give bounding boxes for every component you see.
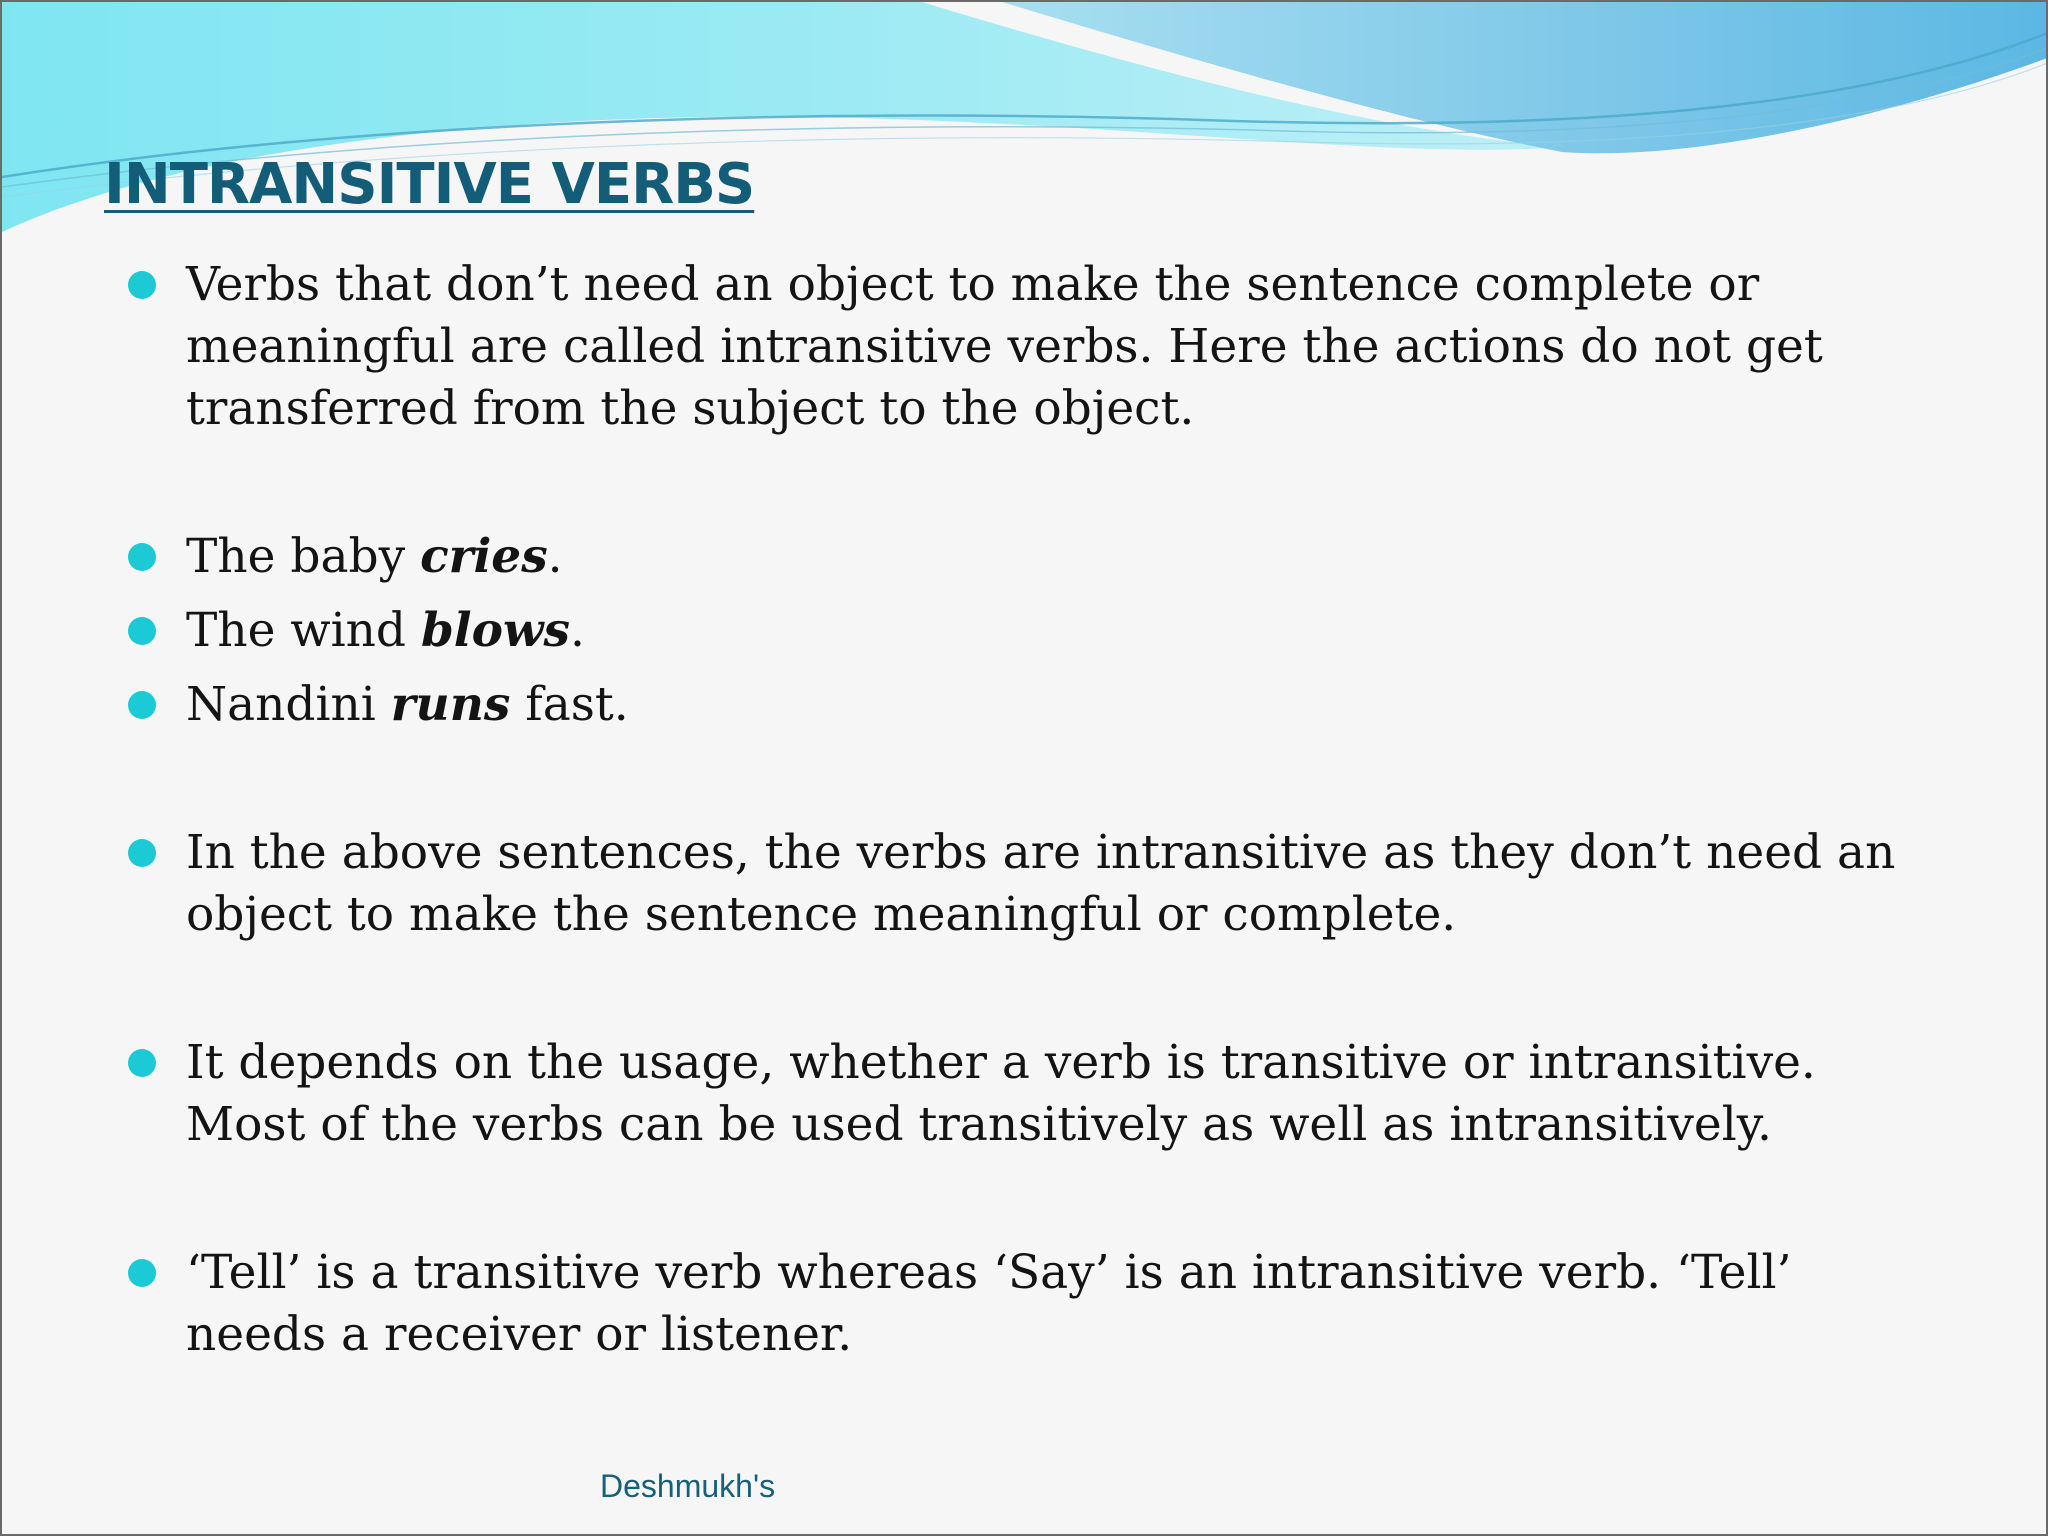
bullet-list [2, 2, 2048, 1536]
list-item [186, 822, 1926, 946]
example-verb: cries [420, 529, 548, 584]
bullet-text: The baby [186, 529, 421, 584]
list-item [186, 526, 1926, 588]
list-item [186, 254, 1926, 440]
bullet-text-end: . [547, 529, 563, 584]
bullet-text: The wind [186, 603, 421, 658]
bullet-text: Nandini [186, 677, 391, 732]
bullet-text: ‘Tell’ is a transitive verb whereas ‘Say’ is an intransitive verb. ‘Tell’ needs a receiver or listener. [186, 1245, 1792, 1362]
bullet-dot-icon [128, 691, 156, 719]
example-verb: blows [420, 603, 570, 658]
list-item [186, 1242, 1926, 1366]
bullet-dot-icon [128, 1049, 156, 1077]
bullet-dot-icon [128, 271, 156, 299]
list-item [186, 674, 1926, 736]
bullet-text: Verbs that don’t need an object to make the sentence complete or meaningful are called intransitive verbs. Here the actions do not get transferred from the subject to the object. [186, 257, 1823, 436]
slide-title: INTRANSITIVE VERBS [104, 152, 755, 217]
bullet-text: It depends on the usage, whether a verb is transitive or intransitive. Most of the verbs can be used transitively as well as intransitively. [186, 1035, 1816, 1152]
bullet-dot-icon [128, 617, 156, 645]
footer-author: Deshmukh's [600, 1468, 776, 1504]
bullet-dot-icon [128, 1259, 156, 1287]
bullet-dot-icon [128, 543, 156, 571]
bullet-text-end: . [569, 603, 585, 658]
bullet-text: In the above sentences, the verbs are intransitive as they don’t need an object to make the sentence meaningful or complete. [186, 825, 1896, 942]
example-verb: runs [390, 677, 511, 732]
bullet-dot-icon [128, 839, 156, 867]
list-item [186, 600, 1926, 662]
list-item [186, 1032, 1926, 1156]
bullet-text-end: fast. [510, 677, 629, 732]
